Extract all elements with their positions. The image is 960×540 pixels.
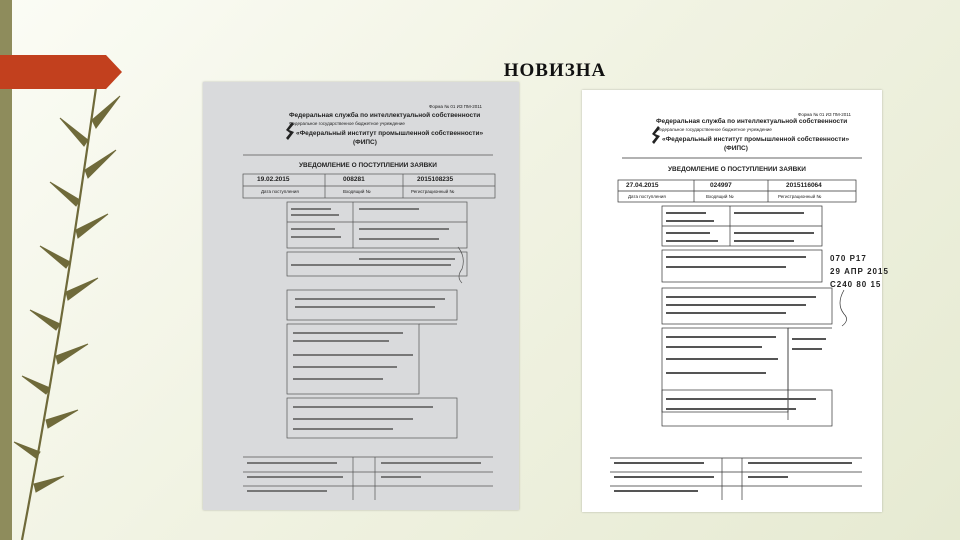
document-left-lines [203, 82, 519, 510]
institute-abbr: (ФИПС) [724, 145, 748, 152]
notice-title: УВЕДОМЛЕНИЕ О ПОСТУПЛЕНИИ ЗАЯВКИ [668, 166, 806, 173]
org-line-1: Федеральная служба по интеллектуальной собственности [656, 118, 848, 125]
org-line-2: Федеральное государственное бюджетное учреждение [656, 127, 772, 132]
stamp-line-3: С240 80 15 [830, 280, 882, 289]
application-number: 2015116064 [786, 182, 822, 189]
form-number: Форма № 01 ИЗ ПМ-2011 [429, 104, 482, 109]
institute-name: «Федеральный институт промышленной собственности» [296, 130, 484, 137]
column-incoming-label: Входящий № [706, 194, 734, 199]
column-regnum-label: Регистрационный № [411, 189, 455, 194]
institute-abbr: (ФИПС) [353, 139, 377, 146]
stamp-line-2: 29 АПР 2015 [830, 267, 889, 276]
column-date-label: Дата поступления [628, 194, 666, 199]
org-line-2: Федеральное государственное бюджетное учреждение [289, 121, 405, 126]
application-number: 2015108235 [417, 176, 454, 183]
stamp-line-1: 070 Р17 [830, 254, 867, 263]
receipt-date: 27.04.2015 [626, 182, 659, 189]
document-scan-left [203, 82, 519, 510]
column-regnum-label: Регистрационный № [778, 194, 822, 199]
institute-name: «Федеральный институт промышленной собственности» [662, 136, 850, 143]
column-incoming-label: Входящий № [343, 189, 371, 194]
document-right-lines [582, 90, 882, 512]
incoming-number: 024997 [710, 182, 732, 189]
org-line-1: Федеральная служба по интеллектуальной собственности [289, 112, 481, 119]
column-date-label: Дата поступления [261, 189, 299, 194]
form-number: Форма № 01 ИЗ ПМ-2011 [798, 112, 851, 117]
slide-title: НОВИЗНА [503, 60, 607, 81]
incoming-number: 008281 [343, 176, 365, 183]
notice-title: УВЕДОМЛЕНИЕ О ПОСТУПЛЕНИИ ЗАЯВКИ [299, 162, 437, 169]
receipt-date: 19.02.2015 [257, 176, 290, 183]
document-scan-right [582, 90, 889, 512]
